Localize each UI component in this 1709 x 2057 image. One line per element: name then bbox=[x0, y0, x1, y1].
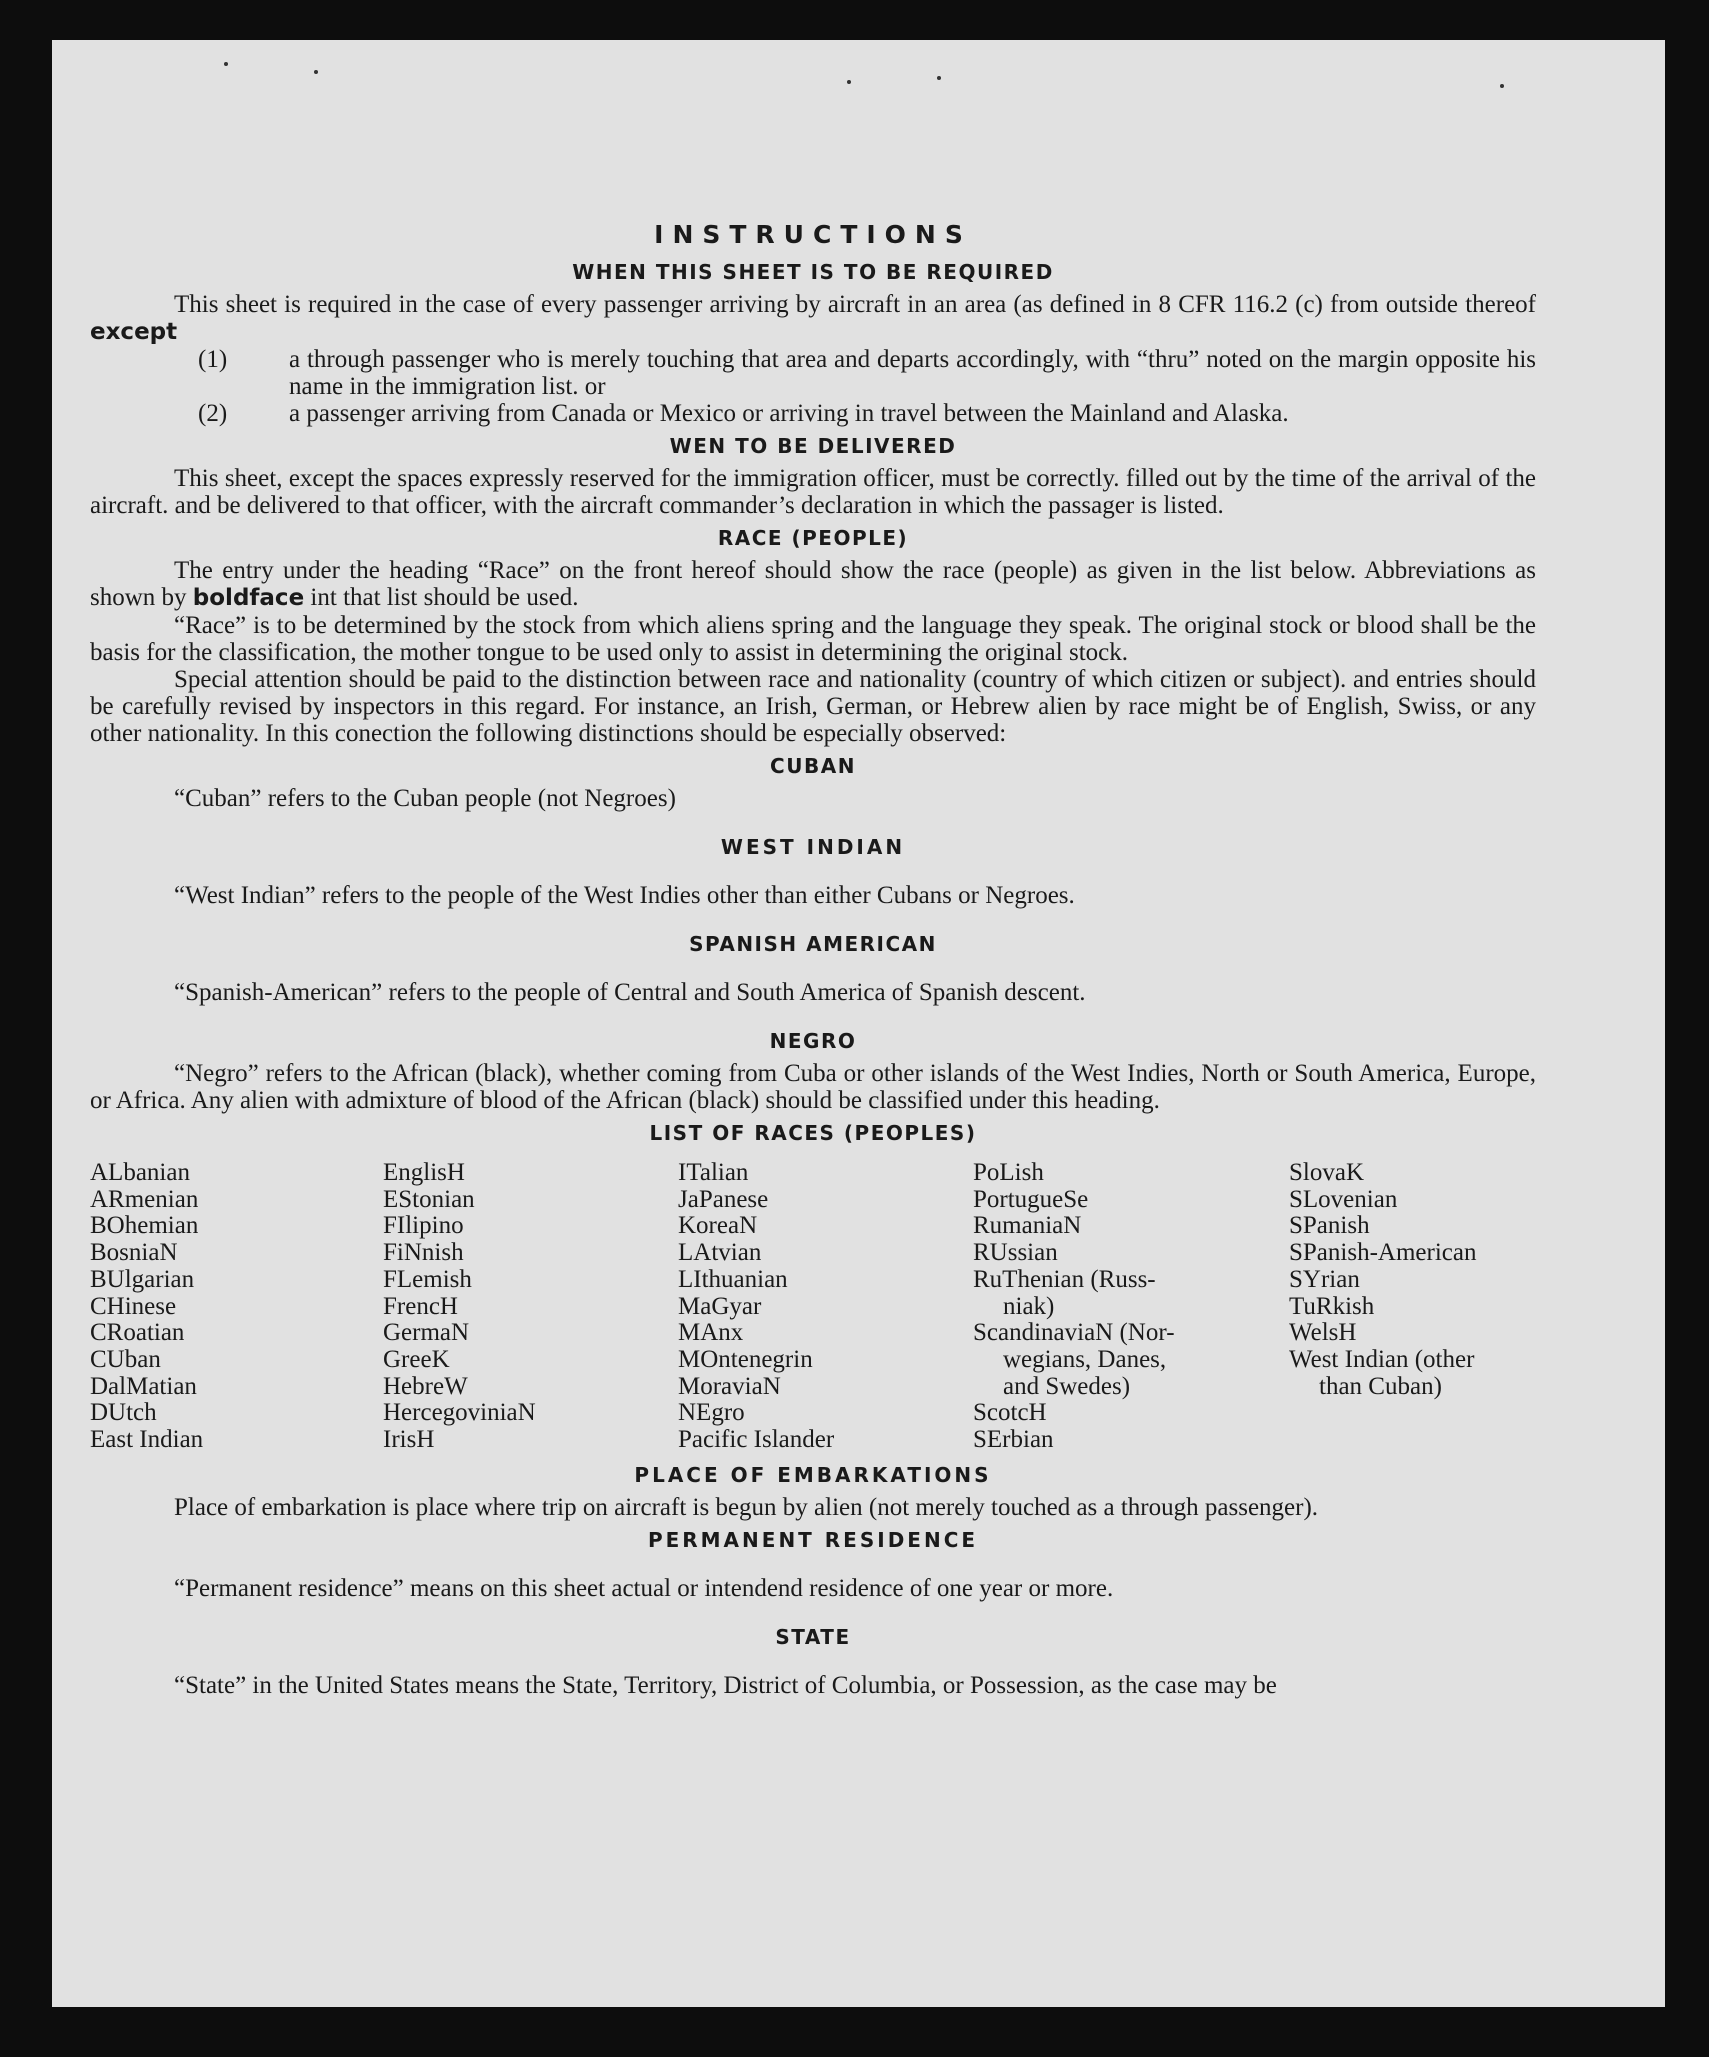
race-item: KoreaN bbox=[678, 1212, 758, 1240]
race-item: RumaniaN bbox=[973, 1212, 1082, 1240]
race-item: SLovenian bbox=[1289, 1185, 1398, 1213]
speck bbox=[314, 70, 318, 74]
race-item: MAnx bbox=[678, 1319, 744, 1347]
cuban-paragraph: “Cuban” refers to the Cuban people (not Negroes) bbox=[174, 785, 676, 812]
heading-embarkation: PLACE OF EMBARKATIONS bbox=[634, 1462, 992, 1487]
heading-required: WHEN THIS SHEET IS TO BE REQUIRED bbox=[572, 260, 1054, 284]
race-paragraph-3: Special attention should be paid to the distinction between race and nationality (country of which citizen or subject). and entries should be carefully revised by inspectors in this regard. For instance, an Irish, German, or Hebrew alien by race might be of English, Swiss, or any other nationality. In this conection the following distinctions should be especially observed: bbox=[90, 666, 1536, 747]
race-item: than Cuban) bbox=[1319, 1372, 1442, 1400]
boldface-word: boldface bbox=[192, 585, 305, 611]
spanish-american-paragraph: “Spanish-American” refers to the people of Central and South America of Spanish descent. bbox=[174, 979, 1086, 1006]
residence-paragraph: “Permanent residence” means on this sheet actual or intendend residence of one year or more. bbox=[174, 1574, 1114, 1602]
page-title: INSTRUCTIONS bbox=[654, 220, 972, 249]
heading-residence: PERMANENT RESIDENCE bbox=[647, 1527, 979, 1552]
race-item: ARmenian bbox=[90, 1185, 199, 1213]
heading-delivered: WEN TO BE DELIVERED bbox=[669, 434, 957, 458]
race-item: DalMatian bbox=[90, 1372, 197, 1400]
race-paragraph-1: The entry under the heading “Race” on the front hereof should show the race (people) as given in the list below. Abbreviations as shown by boldface int that list should be used. bbox=[90, 557, 1536, 611]
heading-cuban: CUBAN bbox=[770, 754, 856, 778]
heading-list-of-races: LIST OF RACES (PEOPLES) bbox=[649, 1121, 977, 1145]
negro-paragraph: “Negro” refers to the African (black), whether coming from Cuba or other islands of the West Indies, North or South America, Europe, or Africa. Any alien with admixture of blood of the African (black) should be classified under this heading. bbox=[90, 1060, 1536, 1114]
race-item: SErbian bbox=[973, 1426, 1054, 1454]
race-item: BOhemian bbox=[90, 1212, 199, 1240]
race-item: wegians, Danes, bbox=[1003, 1345, 1167, 1373]
race-item: FIlipino bbox=[383, 1212, 464, 1240]
document-sheet bbox=[52, 40, 1665, 2007]
race-item: FiNnish bbox=[383, 1239, 464, 1267]
heading-race: RACE (PEOPLE) bbox=[717, 526, 909, 550]
race-item: RUssian bbox=[973, 1239, 1058, 1267]
race-item: PortugueSe bbox=[973, 1185, 1089, 1213]
race-item: GermaN bbox=[383, 1319, 470, 1347]
race-item: BUlgarian bbox=[90, 1265, 195, 1293]
race-item: PoLish bbox=[973, 1159, 1044, 1186]
race-item: ScotcH bbox=[973, 1399, 1047, 1427]
race-item: MoraviaN bbox=[678, 1372, 781, 1400]
race-item: MaGyar bbox=[678, 1292, 762, 1320]
race-item: BosniaN bbox=[90, 1239, 178, 1267]
race-item: NEgro bbox=[678, 1399, 745, 1427]
race-item: IrisH bbox=[383, 1426, 435, 1454]
race-item: EStonian bbox=[383, 1185, 475, 1213]
delivered-paragraph: This sheet, except the spaces expressly reserved for the immigration officer, must be correctly. filled out by the time of the arrival of the aircraft. and be delivered to that officer, with the aircraft commander’s declaration in which the passager is listed. bbox=[90, 465, 1536, 519]
race-item: SlovaK bbox=[1289, 1159, 1364, 1186]
race-item: LAtvian bbox=[678, 1239, 762, 1267]
race-item: niak) bbox=[1003, 1292, 1055, 1320]
races-column bbox=[678, 1160, 973, 1454]
races-list bbox=[90, 1160, 1536, 1454]
race-item: SPanish-American bbox=[1289, 1239, 1477, 1267]
race-item: and Swedes) bbox=[1003, 1372, 1131, 1400]
heading-state: STATE bbox=[775, 1624, 851, 1649]
race-item: ITalian bbox=[678, 1159, 749, 1186]
heading-negro: NEGRO bbox=[769, 1029, 857, 1053]
race-item: SPanish bbox=[1289, 1212, 1370, 1240]
speck bbox=[847, 80, 851, 84]
race-item: LIthuanian bbox=[678, 1265, 788, 1293]
race-item: FrencH bbox=[383, 1292, 458, 1320]
race-item: CHinese bbox=[90, 1292, 177, 1320]
speck bbox=[224, 62, 228, 66]
speck bbox=[937, 76, 941, 80]
race-paragraph-2: “Race” is to be determined by the stock from which aliens spring and the language they speak. The original stock or blood shall be the basis for the classification, the mother tongue to be used only to assist in determining the original stock. bbox=[90, 612, 1536, 666]
races-column bbox=[973, 1160, 1289, 1454]
race-item: MOntenegrin bbox=[678, 1345, 813, 1373]
race-item: HercegovinіaN bbox=[383, 1399, 536, 1427]
heading-west-indian: WEST INDIAN bbox=[720, 835, 906, 859]
race-item: HebreW bbox=[383, 1372, 468, 1400]
race-item: GreeK bbox=[383, 1345, 450, 1373]
race-item: RuThenian (Russ- bbox=[973, 1265, 1156, 1293]
instructions-content bbox=[90, 180, 1536, 1699]
embarkation-paragraph: Place of embarkation is place where trip on aircraft is begun by alien (not merely touched as a through passenger). bbox=[174, 1493, 1319, 1521]
list-item: (1) a through passenger who is merely touching that area and departs accordingly, with “thru” noted on the margin opposite his name in the immigration list. or bbox=[198, 346, 1536, 400]
race-item: West Indian (other bbox=[1289, 1345, 1475, 1373]
race-item: CUban bbox=[90, 1345, 161, 1373]
races-column bbox=[383, 1160, 678, 1454]
west-indian-paragraph: “West Indian” refers to the people of the West Indies other than either Cubans or Negroes. bbox=[174, 882, 1075, 909]
races-column bbox=[90, 1160, 383, 1454]
race-item: EnglisH bbox=[383, 1159, 465, 1186]
speck bbox=[1500, 84, 1504, 88]
race-item: SYrian bbox=[1289, 1265, 1360, 1293]
race-item: FLemish bbox=[383, 1265, 472, 1293]
race-item: JaPanese bbox=[678, 1185, 769, 1213]
race-item: ScandinaviaN (Nor- bbox=[973, 1319, 1175, 1347]
race-item: Pacific Islander bbox=[678, 1426, 835, 1454]
required-paragraph: This sheet is required in the case of every passenger arriving by aircraft in an area (as defined in 8 CFR 116.2 (c) from outside thereof except bbox=[90, 291, 1536, 345]
race-item: CRoatian bbox=[90, 1319, 185, 1347]
except-word: except bbox=[90, 319, 178, 345]
list-item: (2) a passenger arriving from Canada or Mexico or arriving in travel between the Mainland and Alaska. bbox=[198, 400, 1289, 427]
race-item: TuRkish bbox=[1289, 1292, 1375, 1320]
race-item: WelsH bbox=[1289, 1319, 1357, 1347]
race-item: ALbanian bbox=[90, 1159, 190, 1186]
races-column bbox=[1289, 1160, 1536, 1454]
heading-spanish-american: SPANISH AMERICAN bbox=[689, 932, 937, 956]
state-paragraph: “State” in the United States means the State, Territory, District of Columbia, or Possession, as the case may be bbox=[174, 1671, 1277, 1699]
race-item: DUtch bbox=[90, 1399, 157, 1427]
race-item: East Indian bbox=[90, 1426, 204, 1454]
